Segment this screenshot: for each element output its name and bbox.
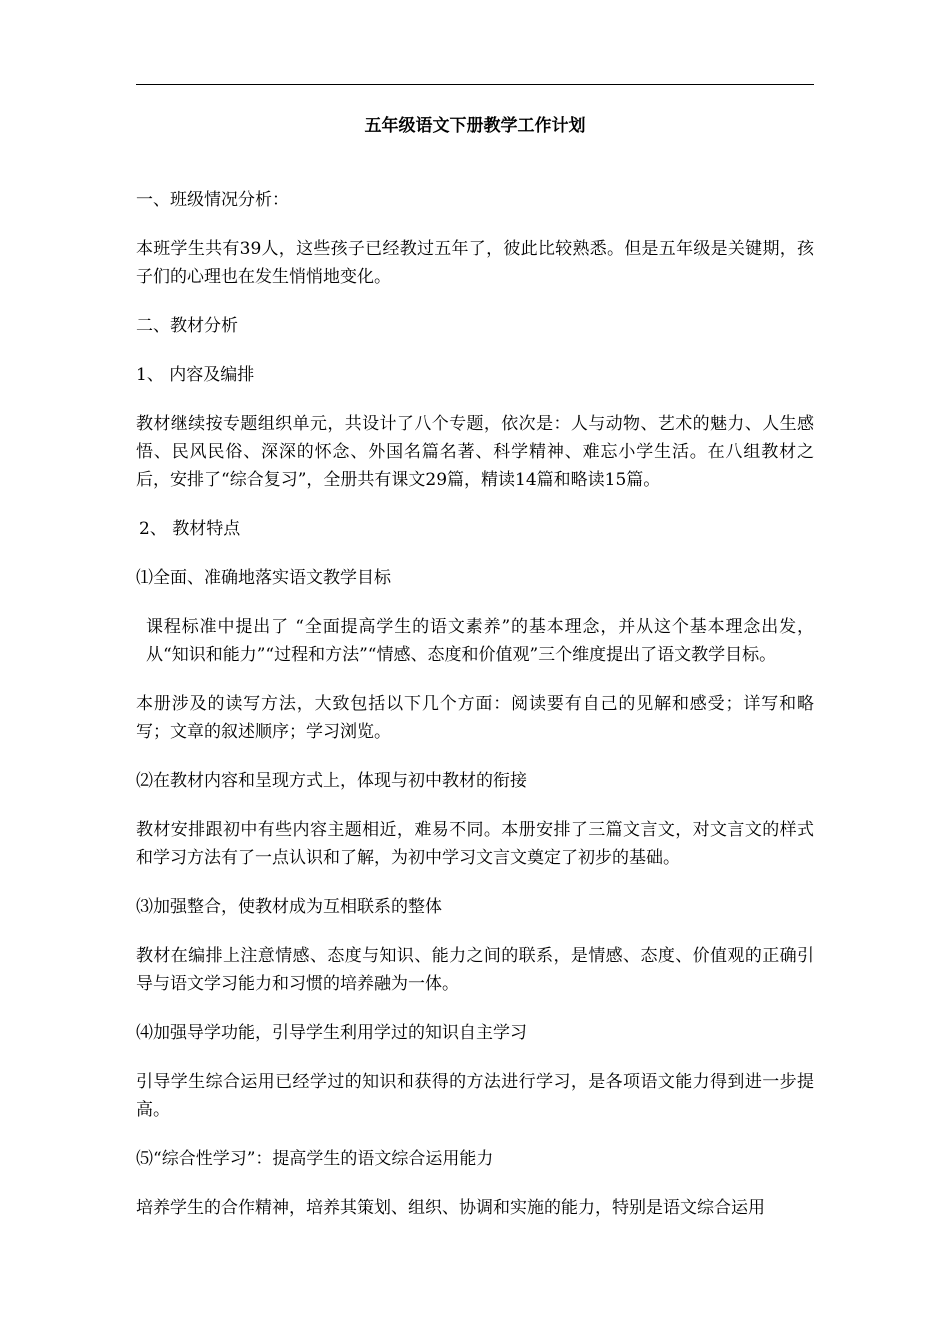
feature-heading-1: ⑴全面、准确地落实语文教学目标 <box>136 568 391 588</box>
subheading-textbook-features: 2、 教材特点 <box>139 519 241 539</box>
paragraph-feature-2: 教材安排跟初中有些内容主题相近，难易不同。本册安排了三篇文言文，对文言文的样式和学习方法有了一点认识和了解，为初中学习文言文奠定了初步的基础。 <box>136 820 814 868</box>
section-heading-class-analysis: 一、班级情况分析： <box>136 190 289 210</box>
paragraph-feature-1a: 课程标准中提出了 “全面提高学生的语文素养”的基本理念，并从这个基本理念出发，从“知识和能力”“过程和方法”“情感、态度和价值观”三个维度提出了语文教学目标。 <box>146 617 814 665</box>
feature-heading-3: ⑶加强整合，使教材成为互相联系的整体 <box>136 897 442 917</box>
subheading-content-arrangement: 1、 内容及编排 <box>136 365 255 385</box>
paragraph-feature-3: 教材在编排上注意情感、态度与知识、能力之间的联系，是情感、态度、价值观的正确引导与语文学习能力和习惯的培养融为一体。 <box>136 946 814 994</box>
feature-heading-2: ⑵在教材内容和呈现方式上，体现与初中教材的衔接 <box>136 771 527 791</box>
header-rule <box>136 84 814 85</box>
paragraph-class-analysis: 本班学生共有39人，这些孩子已经教过五年了，彼此比较熟悉。但是五年级是关键期，孩子们的心理也在发生悄悄地变化。 <box>136 239 814 287</box>
section-heading-textbook-analysis: 二、教材分析 <box>136 316 238 336</box>
feature-heading-5: ⑸“综合性学习”：提高学生的语文综合运用能力 <box>136 1149 494 1169</box>
paragraph-feature-1b: 本册涉及的读写方法，大致包括以下几个方面：阅读要有自己的见解和感受；详写和略写；文章的叙述顺序；学习浏览。 <box>136 694 814 742</box>
document-title: 五年级语文下册教学工作计划 <box>364 116 586 136</box>
paragraph-content-arrangement: 教材继续按专题组织单元，共设计了八个专题，依次是：人与动物、艺术的魅力、人生感悟、民风民俗、深深的怀念、外国名篇名著、科学精神、难忘小学生活。在八组教材之后，安排了“综合复习”，全册共有课文29篇，精读14篇和略读15篇。 <box>136 414 814 490</box>
feature-heading-4: ⑷加强导学功能，引导学生利用学过的知识自主学习 <box>136 1023 527 1043</box>
document-body <box>136 186 814 1243</box>
paragraph-feature-4: 引导学生综合运用已经学过的知识和获得的方法进行学习，是各项语文能力得到进一步提高。 <box>136 1072 814 1120</box>
paragraph-feature-5: 培养学生的合作精神，培养其策划、组织、协调和实施的能力，特别是语文综合运用 <box>136 1198 765 1218</box>
